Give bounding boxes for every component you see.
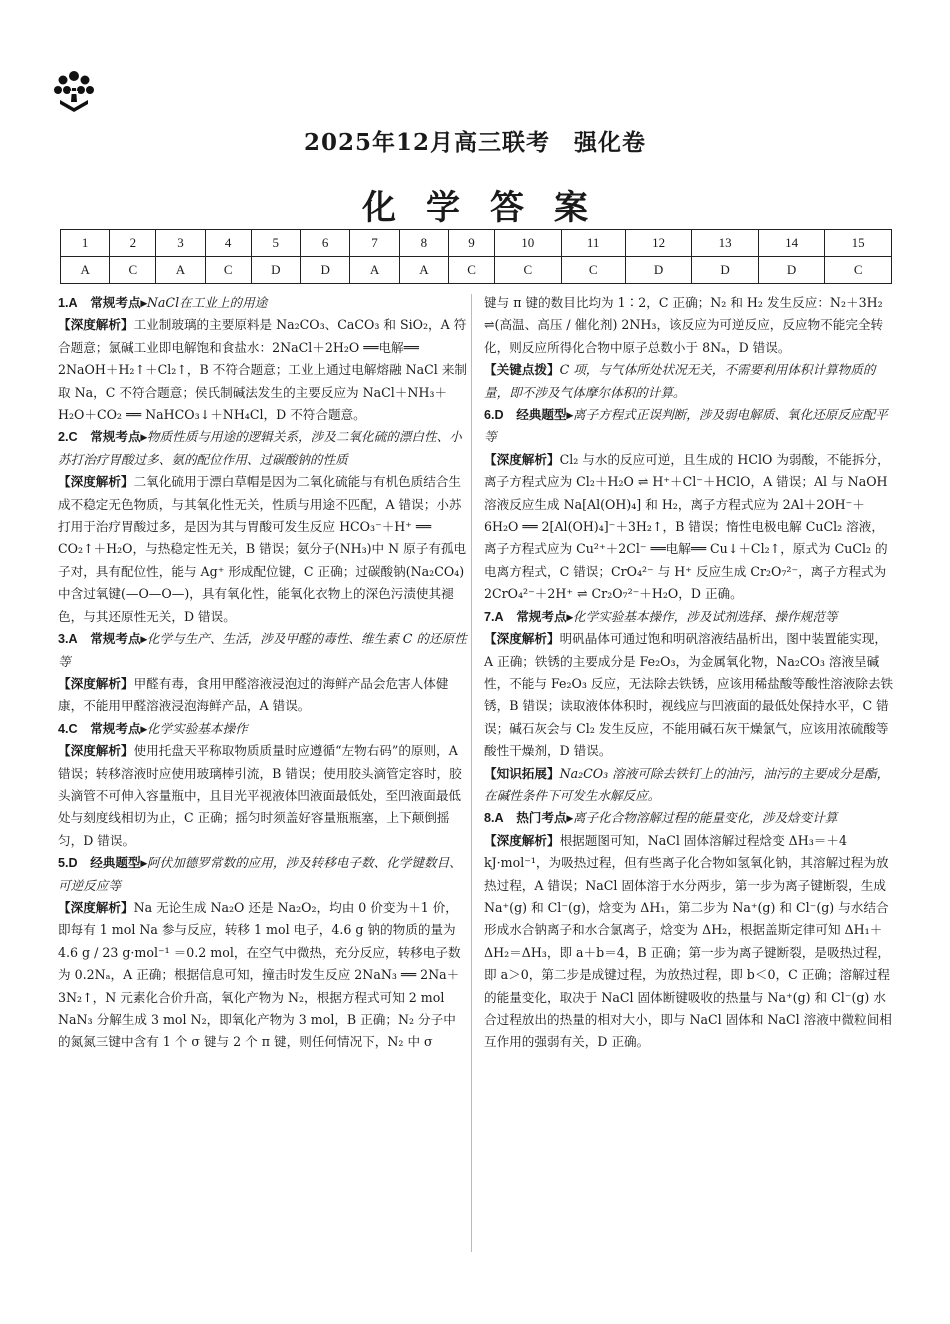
analysis-paragraph [484,628,894,762]
section-label: 【深度解析】 [484,833,560,848]
question-number-cell: 2 [110,230,156,257]
answer-cell: C [825,257,892,284]
topic-text: 离子化合物溶解过程的能量变化，涉及焓变计算 [572,810,838,826]
answer-cell: C [449,257,495,284]
topic-tag: 热门考点▸ [516,811,573,826]
analysis-text: Na 无论生成 Na₂O 还是 Na₂O₂，均由 0 价变为＋1 价，即每有 1 mol Na 参与反应，转移 1 mol 电子，4.6 g 钠的物质的量为 4.6 g / 23 g·mol⁻¹ ＝0.2 mol，在空气中微热，充分反应，转移电子数为 0.2Nₐ，A 正确；根据信息可知，撞击时发生反应 2NaN₃ ══ 2Na＋3N₂↑，N 元素化合价升高，氧化产物为 N₂，根据方程式可知 2 mol NaN₃ 分解生成 3 mol N₂，即氧化产物为 3 mol，B 正确；N₂ 分子中的氮氮三键中含有 1 个 σ 键与 2 个 π 键，则任何情况下，N₂ 中 σ [58,899,461,1050]
question-heading [58,292,468,314]
question-number-cell: 4 [205,230,251,257]
analysis-paragraph [58,740,468,852]
topic-text: 物质性质与用途的逻辑关系，涉及二氧化硫的漂白性、小苏打治疗胃酸过多、氨的配位作用、过碳酸钠的性质 [58,429,462,467]
question-label: 7.A [484,609,504,624]
left-column [58,292,468,1054]
section-label: 【深度解析】 [58,676,134,691]
answer-cell: A [156,257,205,284]
answer-cell: A [399,257,448,284]
section-label: 【知识拓展】 [484,766,560,781]
section-label: 【深度解析】 [484,632,560,647]
topic-text: NaCl在工业上的用途 [146,295,268,310]
answer-cell: C [205,257,251,284]
question-heading [484,404,894,449]
question-label: 4.C [58,721,78,736]
analysis-text: C 项，与气体所处状况无关，不需要利用体积计算物质的量，即不涉及气体摩尔体积的计算。 [484,362,876,400]
analysis-text: 二氧化硫用于漂白草帽是因为二氧化硫能与有机色质结合生成不稳定无色物质，与其氧化性无关，性质与用途不匹配，A 错误；小苏打用于治疗胃酸过多，是因为其与胃酸可发生反应 HCO₃⁻＋H⁺ ══ CO₂↑＋H₂O，与热稳定性无关，B 错误；氨分子(NH₃)中 N 原子有孤电子对，具有配位性，能与 Ag⁺ 形成配位键，C 正确；过碳酸钠(Na₂CO₄)中含过氧键(—O—O—)，具有氧化性，能氧化衣物上的深色污渍使其褪色，与其还原性无关，D 错误。 [58,474,467,624]
topic-text: 化学实验基本操作 [146,720,248,736]
question-number-cell: 13 [692,230,759,257]
answer-table-answer-row [61,257,892,284]
topic-text: 阿伏加德罗常数的应用，涉及转移电子数、化学键数目、可逆反应等 [58,855,462,893]
analysis-text: Na₂CO₃ 溶液可除去铁钉上的油污，油污的主要成分是酯，在碱性条件下可发生水解反应。 [484,765,890,803]
analysis-paragraph [484,449,894,606]
right-column [484,292,894,1054]
question-heading [484,606,894,628]
topic-tag: 经典题型▸ [516,408,573,423]
section-label: 【深度解析】 [58,744,134,759]
analysis-text: 甲醛有毒，食用甲醛溶液浸泡过的海鲜产品会危害人体健康，不能用甲醛溶液浸泡海鲜产品，A 错误。 [58,675,449,714]
question-label: 2.C [58,430,78,445]
question-number-cell: 12 [625,230,692,257]
answer-cell: C [110,257,156,284]
section-label: 【关键点拨】 [484,363,560,378]
question-heading [58,718,468,740]
answer-cell: D [758,257,825,284]
page-title: 2025年12月高三联考 强化卷 [303,129,647,156]
question-heading [58,426,468,471]
question-label: 1.A [58,296,78,310]
topic-tag: 经典题型▸ [90,856,147,871]
answer-cell: C [561,257,625,284]
question-label: 6.D [484,408,504,423]
analysis-paragraph [58,314,468,426]
answer-cell: C [495,257,562,284]
question-number-cell: 10 [495,230,562,257]
topic-text: 离子方程式正误判断，涉及弱电解质、氧化还原反应配平等 [484,407,888,445]
answer-cell: D [300,257,349,284]
analysis-paragraph [484,292,894,359]
analysis-text: 键与 π 键的数目比均为 1∶2，C 正确；N₂ 和 H₂ 发生反应：N₂＋3H₂ ⇌(高温、高压 / 催化剂) 2NH₃，该反应为可逆反应，反应物不能完全转化，则反应所得化合物中原子总数小于 8Nₐ，D 错误。 [484,295,884,355]
answer-cell: A [350,257,399,284]
section-label: 【深度解析】 [58,900,134,915]
question-number-cell: 8 [399,230,448,257]
analysis-text: 工业制玻璃的主要原料是 Na₂CO₃、CaCO₃ 和 SiO₂，A 符合题意；氯碱工业即电解饱和食盐水：2NaCl＋2H₂O ══电解══ 2NaOH＋H₂↑＋Cl₂↑，B 不符合题意；工业上通过电解熔融 NaCl 来制取 Na，C 不符合题意；侯氏制碱法发生的主要反应为 NaCl＋NH₃＋H₂O＋CO₂ ══ NaHCO₃↓＋NH₄Cl，D 不符合题意。 [58,317,468,423]
question-label: 5.D [58,856,78,871]
section-label: 【深度解析】 [58,475,134,490]
question-heading [484,807,894,829]
question-number-cell: 14 [758,230,825,257]
question-heading [58,628,468,673]
answer-table-number-row [61,230,892,257]
answer-cell: D [251,257,300,284]
answer-cell: D [625,257,692,284]
question-number-cell: 5 [251,230,300,257]
question-number-cell: 7 [350,230,399,257]
question-number-cell: 11 [561,230,625,257]
analysis-paragraph [58,673,468,718]
topic-tag: 常规考点▸ [90,296,147,310]
section-label: 【深度解析】 [484,452,560,467]
question-heading [58,852,468,897]
question-number-cell: 15 [825,230,892,257]
analysis-paragraph [484,359,894,404]
question-label: 8.A [484,811,504,826]
answer-cell: D [692,257,759,284]
column-divider [471,294,472,1252]
question-number-cell: 6 [300,230,349,257]
question-label: 3.A [58,632,78,647]
analysis-paragraph [58,471,468,628]
topic-tag: 常规考点▸ [90,721,147,736]
topic-tag: 常规考点▸ [90,430,147,445]
topic-text: 化学与生产、生活，涉及甲醛的毒性、维生素 C 的还原性等 [58,631,467,669]
analysis-paragraph [484,830,894,1054]
analysis-paragraph [58,897,468,1054]
answer-cell: A [61,257,110,284]
publisher-logo-icon [50,66,98,114]
question-number-cell: 9 [449,230,495,257]
question-number-cell: 3 [156,230,205,257]
topic-tag: 常规考点▸ [90,632,147,647]
answer-table [60,229,892,284]
page-subtitle: 化学答案 [362,188,618,228]
analysis-text: Cl₂ 与水的反应可逆，且生成的 HClO 为弱酸，不能拆分，离子方程式应为 Cl₂＋H₂O ⇌ H⁺＋Cl⁻＋HClO，A 错误；Al 与 NaOH 溶液反应生成 Na[Al(OH)₄] 和 H₂，离子方程式应为 2Al＋2OH⁻＋6H₂O ══ 2[Al(OH)₄]⁻＋3H₂↑，B 错误；惰性电极电解 CuCl₂ 溶液，离子方程式应为 Cu²⁺＋2Cl⁻ ══电解══ Cu↓＋Cl₂↑，原式为 CuCl₂ 的电离方程式，C 错误；CrO₄²⁻ 与 H⁺ 反应生成 Cr₂O₇²⁻，离子方程式为 2CrO₄²⁻＋2H⁺ ⇌ Cr₂O₇²⁻＋H₂O，D 正确。 [484,451,890,602]
topic-text: 化学实验基本操作，涉及试剂选择、操作规范等 [572,608,838,624]
analysis-text: 明矾晶体可通过饱和明矾溶液结晶析出，图中装置能实现，A 正确；铁锈的主要成分是 Fe₂O₃，为金属氧化物，Na₂CO₃ 溶液呈碱性，不能与 Fe₂O₃ 反应，无法除去铁锈，应该用稀盐酸等酸性溶液除去铁锈，B 错误；读取液体体积时，视线应与凹液面的最低处保持水平，C 错误；碱石灰会与 Cl₂ 发生反应，不能用碱石灰干燥氯气，应该用浓硫酸等酸性干燥剂，D 错误。 [484,631,894,759]
analysis-paragraph [484,763,894,808]
section-label: 【深度解析】 [58,318,134,333]
analysis-text: 根据题图可知，NaCl 固体溶解过程焓变 ΔH₃＝＋4 kJ·mol⁻¹，为吸热过程，但有些离子化合物如氢氧化钠，其溶解过程为放热过程，A 错误；NaCl 固体溶于水分两步，第一步为离子键断裂，生成 Na⁺(g) 和 Cl⁻(g)，焓变为 ΔH₁，第二步为 Na⁺(g) 和 Cl⁻(g) 与水结合形成水合钠离子和水合氯离子，焓变为 ΔH₂，根据盖斯定律可知 ΔH₁＋ΔH₂＝ΔH₃，即 a＋b＝4，B 正确；第一步为离子键断裂，是吸热过程，即 a＞0，第二步是成键过程，为放热过程，即 b＜0，C 正确；溶解过程的能量变化，取决于 NaCl 固体断键吸收的热量与 Na⁺(g) 和 Cl⁻(g) 水合过程放出的热量的相对大小，即与 NaCl 固体和 NaCl 溶液中微粒间相互作用的强弱有关，D 正确。 [484,832,892,1050]
analysis-text: 使用托盘天平称取物质质量时应遵循“左物右码”的原则，A 错误；转移溶液时应使用玻璃棒引流，B 错误；使用胶头滴管定容时，胶头滴管不可伸入容量瓶中，且目光平视液体凹液面最低处，至凹液面最低处与刻度线相切为止，C 正确；摇匀时须盖好容量瓶瓶塞，上下颠倒摇匀，D 错误。 [58,743,462,848]
topic-tag: 常规考点▸ [516,609,573,624]
question-number-cell: 1 [61,230,110,257]
